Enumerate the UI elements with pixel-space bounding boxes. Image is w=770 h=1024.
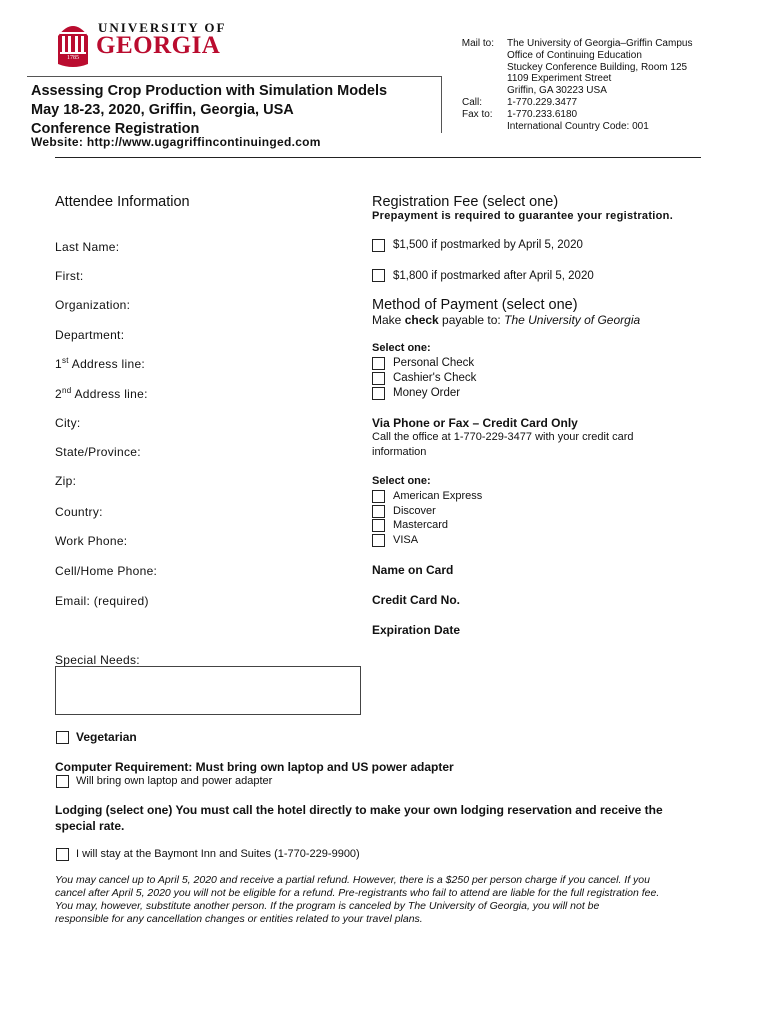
payee: The University of Georgia	[504, 313, 641, 327]
last-name-field[interactable]: Last Name:	[55, 240, 120, 254]
address-line: Stuckey Conference Building, Room 125	[507, 61, 688, 73]
phone-note-1: Call the office at 1-770-229-3477 with your credit card	[372, 431, 634, 443]
special-needs-label: Special Needs:	[55, 653, 140, 667]
policy-line: cancel after April 5, 2020 you will not be eligible for a refund. Pre-registrants who fail to attend are liable for the full registration fee.	[55, 887, 660, 899]
discover-checkbox[interactable]	[372, 505, 385, 518]
personal-check-checkbox[interactable]	[372, 357, 385, 370]
expiration-date-field[interactable]: Expiration Date	[372, 623, 461, 637]
make-prefix: Make	[372, 313, 405, 327]
city-field[interactable]: City:	[55, 416, 81, 430]
address-line-1-field[interactable]	[55, 356, 145, 371]
address2-label: Address line:	[71, 387, 148, 401]
vegetarian-checkbox[interactable]	[56, 731, 69, 744]
department-field[interactable]: Department:	[55, 328, 125, 342]
cashiers-check-checkbox[interactable]	[372, 372, 385, 385]
make-mid: payable to:	[438, 313, 505, 327]
amex-label: American Express	[393, 490, 483, 502]
money-order-checkbox[interactable]	[372, 387, 385, 400]
laptop-checkbox[interactable]	[56, 775, 69, 788]
cell-phone-field[interactable]: Cell/Home Phone:	[55, 564, 158, 578]
conference-title-box	[27, 76, 442, 137]
country-field[interactable]: Country:	[55, 505, 103, 519]
mastercard-checkbox[interactable]	[372, 519, 385, 532]
phone-note-2: information	[372, 446, 427, 458]
name-on-card-field[interactable]: Name on Card	[372, 563, 454, 577]
organization-field[interactable]: Organization:	[55, 298, 131, 312]
policy-line: You may, however, substitute another person. If the program is canceled by The University of Georgia, you will not be	[55, 900, 600, 912]
first-name-field[interactable]: First:	[55, 269, 84, 283]
cancellation-policy	[55, 874, 715, 926]
attendee-heading: Attendee Information	[55, 194, 190, 210]
mail-to-label: Mail to:	[461, 38, 494, 49]
email-field[interactable]: Email: (required)	[55, 594, 149, 608]
address-line-2-field[interactable]	[55, 386, 148, 401]
visa-checkbox[interactable]	[372, 534, 385, 547]
address-line: 1109 Experiment Street	[507, 73, 612, 85]
select-one-card-label: Select one:	[372, 475, 431, 487]
phone-fax-heading: Via Phone or Fax – Credit Card Only	[372, 416, 578, 430]
intl-code: International Country Code: 001	[507, 120, 649, 132]
prepayment-note: Prepayment is required to guarantee your registration.	[372, 210, 674, 222]
address1-sup: st	[61, 356, 69, 365]
fee-option-1-label: $1,500 if postmarked by April 5, 2020	[393, 239, 583, 251]
fee-option-1-checkbox[interactable]	[372, 239, 385, 252]
fee-option-2-label: $1,800 if postmarked after April 5, 2020	[393, 270, 594, 282]
seal-year: 1785	[67, 55, 79, 61]
fax-label: Fax to:	[462, 109, 493, 120]
personal-check-label: Personal Check	[393, 357, 475, 369]
special-needs-input[interactable]	[55, 666, 361, 715]
lodging-label: I will stay at the Baymont Inn and Suites (1-770-229-9900)	[76, 848, 360, 860]
address2-sup: nd	[61, 386, 72, 395]
cashiers-check-label: Cashier's Check	[393, 372, 477, 384]
select-one-label: Select one:	[372, 342, 431, 354]
discover-label: Discover	[393, 505, 436, 517]
address-line: Griffin, GA 30223 USA	[507, 85, 607, 97]
fee-option-2-checkbox[interactable]	[372, 269, 385, 282]
policy-line: responsible for any cancellation changes or entities related to your travel plans.	[55, 913, 423, 925]
payment-heading: Method of Payment (select one)	[372, 297, 578, 313]
address-line: Office of Continuing Education	[507, 49, 642, 61]
call-value: 1-770.229.3477	[507, 96, 578, 108]
logo-university-text: UNIVERSITY OF	[98, 20, 227, 35]
mail-to-address	[507, 38, 692, 132]
card-number-field[interactable]: Credit Card No.	[372, 593, 461, 607]
address1-num: 1	[55, 357, 62, 371]
visa-label: VISA	[393, 534, 419, 546]
vegetarian-label: Vegetarian	[76, 730, 137, 744]
address2-num: 2	[55, 387, 62, 401]
zip-field[interactable]: Zip:	[55, 474, 77, 488]
laptop-label: Will bring own laptop and power adapter	[76, 775, 273, 787]
lodging-heading: Lodging (select one) You must call the hotel directly to make your own lodging reservation and receive the	[55, 803, 663, 817]
fee-heading: Registration Fee (select one)	[372, 194, 559, 210]
money-order-label: Money Order	[393, 387, 461, 399]
amex-checkbox[interactable]	[372, 490, 385, 503]
lodging-heading-2: special rate.	[55, 819, 125, 833]
university-logo	[56, 14, 227, 69]
conference-title: Assessing Crop Production with Simulation Models	[31, 83, 388, 99]
fax-value: 1-770.233.6180	[507, 108, 578, 120]
conference-dates: May 18-23, 2020, Griffin, Georgia, USA	[31, 102, 294, 118]
divider	[55, 157, 701, 158]
website-link[interactable]: Website: http://www.ugagriffincontinuinged.com	[31, 135, 321, 149]
policy-line: You may cancel up to April 5, 2020 and receive a partial refund. However, there is a $250 per person charge if you cancel. If you	[55, 874, 650, 886]
make-check: check	[404, 313, 439, 327]
call-label: Call:	[462, 97, 483, 108]
computer-requirement-heading: Computer Requirement: Must bring own laptop and US power adapter	[55, 760, 454, 774]
lodging-checkbox[interactable]	[56, 848, 69, 861]
address-line: The University of Georgia–Griffin Campus	[507, 38, 693, 49]
mastercard-label: Mastercard	[393, 519, 449, 531]
form-title: Conference Registration	[31, 121, 200, 137]
state-field[interactable]: State/Province:	[55, 445, 141, 459]
payable-to-note	[372, 313, 640, 327]
logo-georgia-text: GEORGIA	[96, 32, 221, 59]
work-phone-field[interactable]: Work Phone:	[55, 534, 128, 548]
address1-label: Address line:	[68, 357, 146, 371]
